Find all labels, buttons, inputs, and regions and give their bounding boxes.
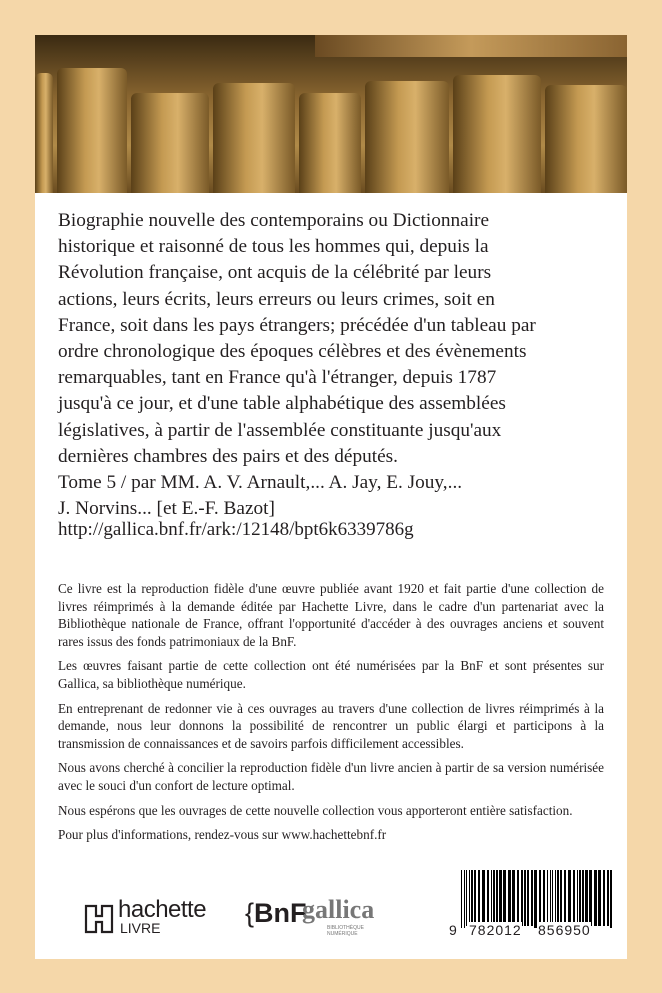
paragraph: Nous espérons que les ouvrages de cette nouvelle collection vous apporteront entière satisfaction. <box>58 802 573 818</box>
hachette-h-icon <box>84 904 114 934</box>
title-line: actions, leurs écrits, leurs erreurs ou leurs crimes, soit en <box>58 288 495 310</box>
title-line: historique et raisonné de tous les hommes qui, depuis la <box>58 236 489 258</box>
title-line: remarquables, tant en France qu'à l'étranger, depuis 1787 <box>58 367 497 389</box>
title-line: ordre chronologique des époques célèbres et des évènements <box>58 341 527 363</box>
paragraph: Ce livre est la reproduction fidèle d'une œuvre publiée avant 1920 et fait partie d'une collection de livres réimprimés à la demande éditée par Hachette Livre, dans le cadre d'un partenariat avec la Bibliothèque nationale de France, offrant l'opportunité d'accéder à des ouvrages anciens et souvent rares issus des fonds patrimoniaux de la BnF. <box>58 581 604 649</box>
title-line: dernières chambres des pairs et des députés. <box>58 445 398 467</box>
gallica-url[interactable]: http://gallica.bnf.fr/ark:/12148/bpt6k6339786g <box>58 519 414 540</box>
title-line: Révolution française, ont acquis de la célébrité par leurs <box>58 262 492 284</box>
paragraph: En entreprenant de redonner vie à ces ouvrages au travers d'une collection de livres réimprimés à la demande, nous leur donnons la possibilité de rencontrer un public élargi et participons à la transmission de connaissances et de savoirs parfois difficilement accessibles. <box>58 700 604 751</box>
title-line: législatives, à partir de l'assemblée constituante jusqu'aux <box>58 419 502 441</box>
title-line: J. Norvins... [et E.-F. Bazot] <box>58 498 275 520</box>
title-line: jusqu'à ce jour, et d'une table alphabétique des assemblées <box>58 393 506 415</box>
paragraph: Pour plus d'informations, rendez-vous sur www.hachettebnf.fr <box>58 827 387 843</box>
paragraph: Nous avons cherché à concilier la reproduction fidèle d'un livre ancien à partir de sa version numérisée avec le souci d'un confort de lecture optimal. <box>58 760 604 793</box>
gallica-logo: gallica BIBLIOTHÈQUE NUMÉRIQUE <box>302 895 375 937</box>
title-line: Tome 5 / par MM. A. V. Arnault,... A. Jay, E. Jouy,... <box>58 472 463 494</box>
bnf-logo: {BnF <box>245 898 307 928</box>
paragraph: Les œuvres faisant partie de cette collection ont été numérisées par la BnF et sont présentes sur Gallica, sa bibliothèque numérique. <box>58 658 604 691</box>
title-line: Biographie nouvelle des contemporains ou Dictionnaire <box>58 210 490 231</box>
title-line: France, soit dans les pays étrangers; précédée d'un tableau par <box>58 314 536 336</box>
book-title <box>58 208 618 522</box>
cover-photo-book-spines <box>35 35 627 193</box>
isbn-barcode: 9 782012 856950 <box>449 870 615 938</box>
collection-description <box>58 580 604 851</box>
